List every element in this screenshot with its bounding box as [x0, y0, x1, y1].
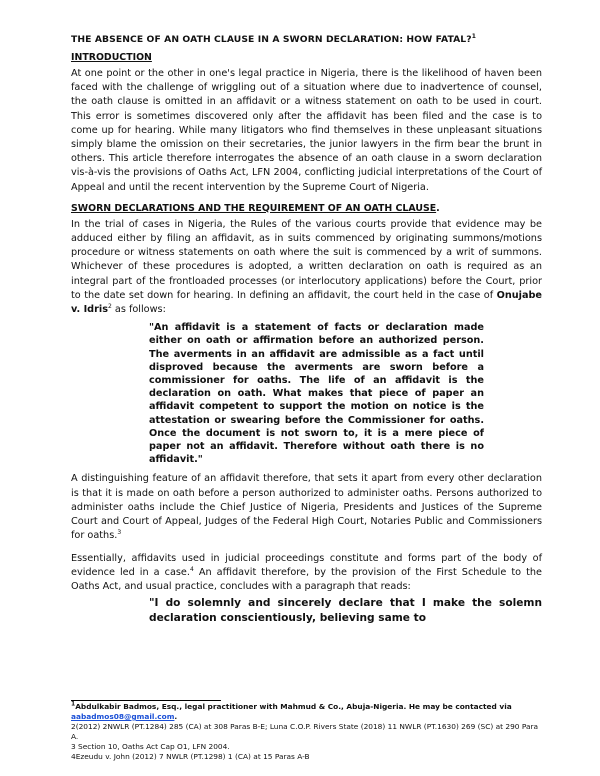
footnote-ref-4: 4: [189, 565, 194, 573]
distinguishing-paragraph-text: A distinguishing feature of an affidavit therefore, that sets it apart from every other declaration is that it is made on oath before a person authorized to administer oaths. Persons authorized to administer oaths include the Chief Justice of Nigeria, Presidents and Justices of the Supreme Court and Court of Appeal, Judges of the Federal High Court, Notaries Public and Commissioners for oaths.: [71, 473, 542, 542]
section-heading-period: .: [436, 202, 440, 214]
title-text: THE ABSENCE OF AN OATH CLAUSE IN A SWORN DECLARATION: HOW FATAL?: [71, 34, 472, 45]
footnotes: [71, 702, 541, 762]
case-name: Onujabe v. Idris: [71, 289, 542, 316]
footnote-4: 4Ezeudu v. John (2012) 7 NWLR (PT.1298) 1 (CA) at 15 Paras A-B: [71, 752, 310, 761]
footnote-1-end: .: [174, 712, 178, 721]
footnote-1-number: 1: [71, 700, 76, 708]
footnote-1-text: Abdulkabir Badmos, Esq., legal practitioner with Mahmud & Co., Abuja-Nigeria. He may be contacted via: [75, 702, 512, 711]
footnote-1: [71, 702, 541, 722]
distinguishing-paragraph: [71, 472, 542, 543]
trial-paragraph-end: as follows:: [111, 304, 166, 316]
article-title: [71, 34, 542, 45]
footnote-3: 3 Section 10, Oaths Act Cap O1, LFN 2004.: [71, 742, 230, 751]
trial-paragraph: [71, 218, 542, 317]
trial-paragraph-text: In the trial of cases in Nigeria, the Rules of the various courts provide that evidence may be adduced either by filing an affidavit, as in suits commenced by originating summons/motions procedure or witness statements on oath where the suit is commenced by a writ of summons. Whichever of these procedures is adopted, a written declaration on oath is required as an integral part of the frontloaded processes (or interlocutory applications) before the Court, prior to the date set down for hearing. In defining an affidavit, the court held in the case of: [71, 218, 542, 301]
section-heading-text: SWORN DECLARATIONS AND THE REQUIREMENT OF AN OATH CLAUSE: [71, 202, 437, 214]
essentially-paragraph: [71, 552, 542, 595]
footnote-divider: [71, 700, 221, 701]
footnote-ref-2: 2: [107, 302, 112, 310]
section-heading-sworn-declarations: [71, 203, 542, 214]
affidavit-definition-quote: "An affidavit is a statement of facts or declaration made either on oath or affirmation before an authorized person. The averments in an affidavit are admissible as a fact until disproved because the averments are sworn before a commissioner for oaths. The life of an affidavit is the declaration on oath. What makes that piece of paper an affidavit competent to support the motion on notice is the attestation or swearing before the Commissioner for oaths. Once the document is not sworn to, it is a mere piece of paper not an affidavit. Therefore without oath there is no affidavit.": [149, 322, 484, 466]
author-email-link[interactable]: aabadmos08@gmail.com: [71, 712, 175, 721]
oath-clause-quote: "I do solemnly and sincerely declare that I make the solemn declaration conscientiously, believing same to: [149, 597, 542, 625]
essentially-paragraph-text: Essentially, affidavits used in judicial proceedings constitute and forms part of the body of evidence led in a case.: [71, 552, 542, 578]
essentially-paragraph-end: An affidavit therefore, by the provision of the First Schedule to the Oaths Act, and usual practice, concludes with a paragraph that reads:: [71, 566, 542, 592]
introduction-paragraph: At one point or the other in one's legal practice in Nigeria, there is the likelihood of haven been faced with the challenge of wriggling out of a situation where due to inadvertence of counsel, the oath clause is omitted in an affidavit or a witness statement on oath to be used in court. This error is sometimes discovered only after the affidavit has been filed and the case is to come up for hearing. While many litigators who find themselves in these unpleasant situations simply blame the omission on their secretaries, the junior lawyers in the firm bear the brunt in others. This article therefore interrogates the absence of an oath clause in a sworn declaration vis-à-vis the provisions of Oaths Act, LFN 2004, conflicting judicial interpretations of the Court of Appeal and until the recent intervention by the Supreme Court of Nigeria.: [71, 68, 542, 193]
footnote-2: 2(2012) 2NWLR (PT.1284) 285 (CA) at 308 Paras B-E; Luna C.O.P. Rivers State (2018) 11 NWLR (PT.1630) 269 (SC) at 290 Para A.: [71, 722, 539, 741]
footnote-ref-3: 3: [117, 529, 122, 537]
section-heading-introduction: INTRODUCTION: [71, 52, 152, 63]
title-footnote-ref: 1: [471, 32, 476, 40]
